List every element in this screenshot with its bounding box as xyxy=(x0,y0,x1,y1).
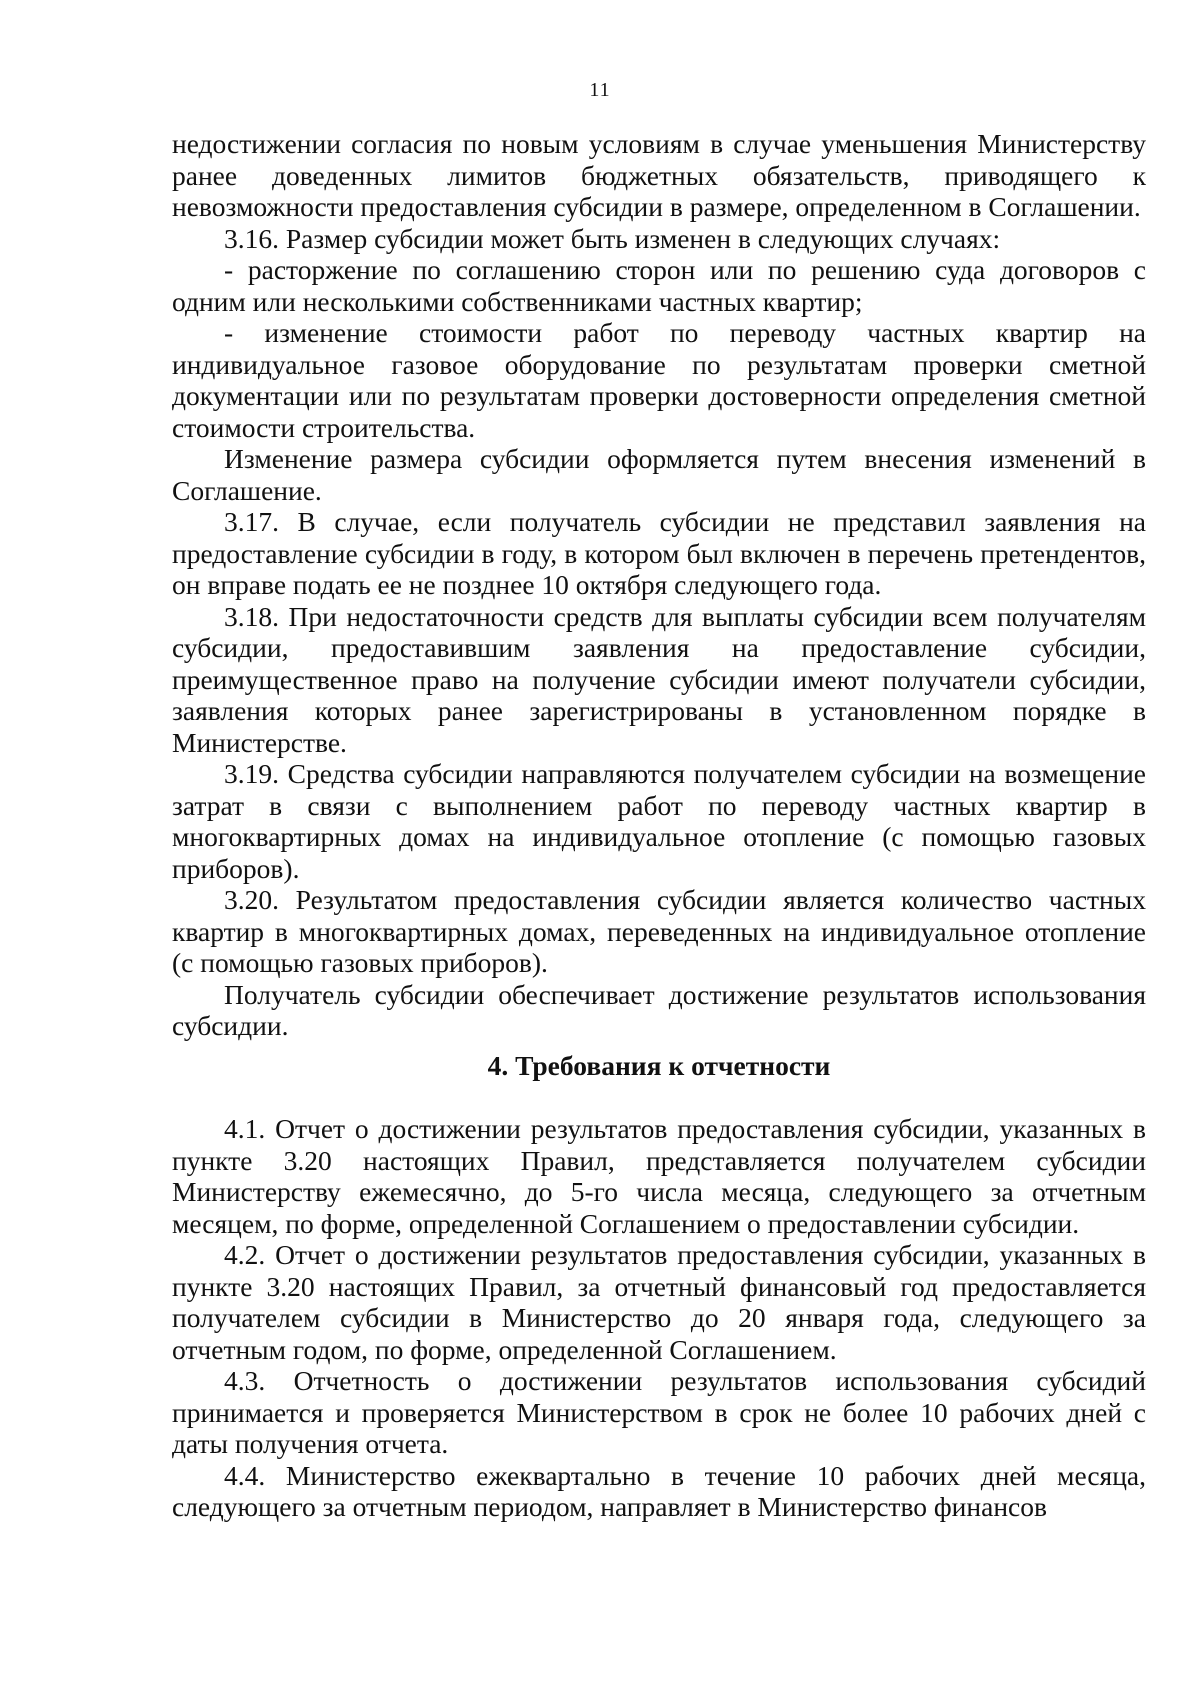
paragraph-continuation: недостижении согласия по новым условиям в случае уменьшения Министерству ранее доведенных лимитов бюджетных обязательств, приводящего к невозможности предоставления субсидии в размере, определенном в Соглашении. xyxy=(172,128,1146,222)
document-body xyxy=(172,128,1146,1523)
paragraph-3-16: 3.16. Размер субсидии может быть изменен в следующих случаях: xyxy=(224,222,1001,254)
list-item-termination: - расторжение по соглашению сторон или по решению суда договоров с одним или несколькими собственниками частных квартир; xyxy=(172,254,1146,317)
list-item-cost-change: - изменение стоимости работ по переводу частных квартир на индивидуальное газовое оборудование по результатам проверки сметной документации или по результатам проверки достоверности определения сметной стоимости строительства. xyxy=(172,317,1146,443)
section-heading: 4. Требования к отчетности xyxy=(487,1049,831,1081)
paragraph-4-4: 4.4. Министерство ежеквартально в течение 10 рабочих дней месяца, следующего за отчетным периодом, направляет в Министерство финансов xyxy=(172,1459,1146,1522)
paragraph-3-18: 3.18. При недостаточности средств для выплаты субсидии всем получателям субсидии, предоставившим заявления на предоставление субсидии, преимущественное право на получение субсидии имеют получатели субсидии, заявления которых ранее зарегистрированы в установленном порядке в Министерстве. xyxy=(172,600,1146,758)
paragraph-4-3: 4.3. Отчетность о достижении результатов использования субсидий принимается и проверяется Министерством в срок не более 10 рабочих дней с даты получения отчета. xyxy=(172,1365,1146,1459)
paragraph-3-19: 3.19. Средства субсидии направляются получателем субсидии на возмещение затрат в связи с выполнением работ по переводу частных квартир в многоквартирных домах на индивидуальное отопление (с помощью газовых приборов). xyxy=(172,758,1146,884)
paragraph-amendment: Изменение размера субсидии оформляется путем внесения изменений в Соглашение. xyxy=(172,443,1146,506)
paragraph-4-2: 4.2. Отчет о достижении результатов предоставления субсидии, указанных в пункте 3.20 настоящих Правил, за отчетный финансовый год предоставляется получателем субсидии в Министерство до 20 января года, следующего за отчетным годом, по форме, определенной Соглашением. xyxy=(172,1239,1146,1365)
paragraph-3-20: 3.20. Результатом предоставления субсидии является количество частных квартир в многоквартирных домах, переведенных на индивидуальное отопление (с помощью газовых приборов). xyxy=(172,884,1146,978)
paragraph-4-1: 4.1. Отчет о достижении результатов предоставления субсидии, указанных в пункте 3.20 настоящих Правил, представляется получателем субсидии Министерству ежемесячно, до 5-го числа месяца, следующего за отчетным месяцем, по форме, определенной Соглашением о предоставлении субсидии. xyxy=(172,1113,1146,1239)
paragraph-results: Получатель субсидии обеспечивает достижение результатов использования субсидии. xyxy=(172,978,1146,1041)
page-number: 11 xyxy=(589,79,611,101)
paragraph-3-17: 3.17. В случае, если получатель субсидии не представил заявления на предоставление субсидии в году, в котором был включен в перечень претендентов, он вправе подать ее не позднее 10 октября следующего года. xyxy=(172,506,1146,600)
